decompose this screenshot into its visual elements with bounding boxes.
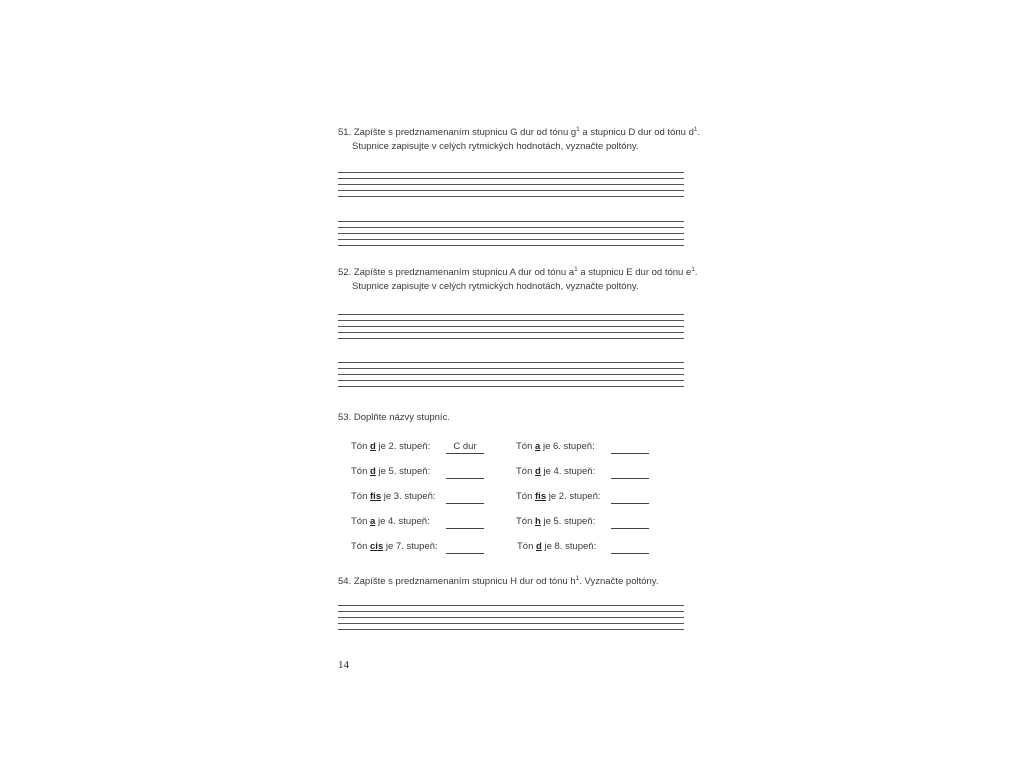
task-54-text: 54. Zapíšte s predznamenaním stupnicu H dur od tónu $h^1$. Vyznačte poltóny.: [338, 575, 659, 587]
staff-line: [338, 362, 684, 363]
staff-line: [338, 178, 684, 179]
staff-line: [338, 332, 684, 333]
task-51-text: [338, 126, 700, 154]
staff-line: [338, 617, 684, 618]
answer-field[interactable]: [446, 466, 484, 479]
degree-label-right: Tón fis je 2. stupeň:: [516, 491, 601, 502]
staff-line: [338, 374, 684, 375]
staff-line: [338, 314, 684, 315]
staff-line: [338, 172, 684, 173]
staff-line: [338, 221, 684, 222]
degree-row-3-right: [516, 491, 601, 503]
degree-label-left: Tón d je 5. stupeň:: [351, 466, 431, 477]
task-52-text: [338, 266, 698, 294]
degree-row-2-right: [516, 466, 595, 478]
task-51-line1: 51. Zapíšte s predznamenaním stupnicu G dur od tónu $g^1$ a stupnicu D dur od tónu $d^1$.: [338, 126, 701, 138]
degree-label-right: Tón d je 4. stupeň:: [516, 466, 596, 477]
staff-line: [338, 623, 684, 624]
staff-line: [338, 184, 684, 185]
degree-row-2: [351, 466, 430, 478]
staff-line: [338, 629, 684, 630]
page-number: 14: [338, 659, 349, 671]
answer-field[interactable]: [446, 541, 484, 554]
task-52-line2: Stupnice zapisujte v celých rytmických hodnotách, vyznačte poltóny.: [352, 281, 639, 292]
degree-label-left: Tón d je 2. stupeň:: [351, 441, 431, 452]
staff-line: [338, 233, 684, 234]
answer-field[interactable]: C dur: [446, 441, 484, 454]
degree-label-right: Tón a je 6. stupeň:: [516, 441, 595, 452]
task-51-line2: Stupnice zapisujte v celých rytmických hodnotách, vyznačte poltóny.: [352, 141, 639, 152]
degree-row-5-right: [517, 541, 596, 553]
music-staff-54[interactable]: [338, 605, 684, 631]
task-52-line1: 52. Zapíšte s predznamenaním stupnicu A dur od tónu $a^1$ a stupnicu E dur od tónu $e^1$.: [338, 266, 698, 278]
answer-field[interactable]: [611, 491, 649, 504]
staff-line: [338, 380, 684, 381]
staff-line: [338, 320, 684, 321]
music-staff-51a[interactable]: [338, 172, 684, 198]
staff-line: [338, 227, 684, 228]
degree-label-left: Tón a je 4. stupeň:: [351, 516, 430, 527]
degree-label-left: Tón fis je 3. stupeň:: [351, 491, 436, 502]
staff-line: [338, 245, 684, 246]
degree-row-4-right: [516, 516, 595, 528]
staff-line: [338, 611, 684, 612]
degree-label-left: Tón cis je 7. stupeň:: [351, 541, 438, 552]
degree-row-5: [351, 541, 438, 553]
staff-line: [338, 368, 684, 369]
staff-line: [338, 239, 684, 240]
degree-row-4: [351, 516, 430, 528]
degree-row-1: [351, 441, 430, 453]
answer-field[interactable]: [611, 516, 649, 529]
staff-line: [338, 386, 684, 387]
answer-field[interactable]: [611, 466, 649, 479]
music-staff-52a[interactable]: [338, 314, 684, 340]
music-staff-51b[interactable]: [338, 221, 684, 247]
staff-line: [338, 196, 684, 197]
music-staff-52b[interactable]: [338, 362, 684, 388]
task-53-title: 53. Doplňte názvy stupníc.: [338, 412, 450, 423]
staff-line: [338, 338, 684, 339]
degree-row-3: [351, 491, 436, 503]
degree-label-right: Tón h je 5. stupeň:: [516, 516, 596, 527]
answer-field[interactable]: [446, 491, 484, 504]
degree-label-right: Tón d je 8. stupeň:: [517, 541, 597, 552]
answer-field[interactable]: [611, 541, 649, 554]
staff-line: [338, 605, 684, 606]
staff-line: [338, 326, 684, 327]
answer-field[interactable]: [611, 441, 649, 454]
degree-row-1-right: [516, 441, 595, 453]
staff-line: [338, 190, 684, 191]
answer-field[interactable]: [446, 516, 484, 529]
